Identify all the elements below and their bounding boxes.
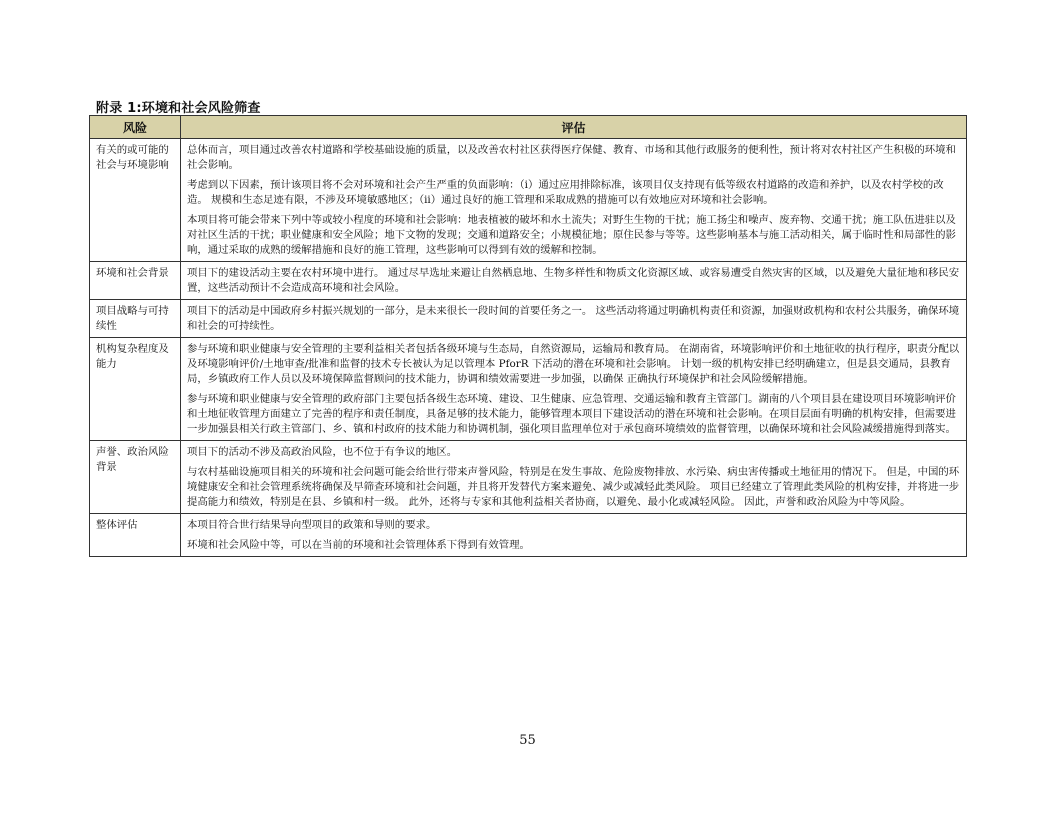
risk-cell: 声誉、政治风险背景 (90, 441, 181, 514)
assessment-paragraph: 参与环境和职业健康与安全管理的主要利益相关者包括各级环境与生态局，自然资源局，运输局和教育局。 在湖南省，环境影响评价和土地征收的执行程序，职责分配以及环境影响评价/土地审查/批准和监督的技术专长被认为足以管理本 PforR 下活动的潜在环境和社会影响。 计划一级的机构安排已经明确建立，但是县交通局，县教育局，乡镇政府工作人员以及环境保障监督顾问的技术能力，协调和绩效需要进一步加强，以确保 正确执行环境保护和社会风险缓解措施。 (187, 343, 960, 385)
table-header-row (90, 116, 967, 139)
assessment-cell (181, 262, 967, 300)
risk-cell: 机构复杂程度及能力 (90, 338, 181, 441)
assessment-paragraph: 考虑到以下因素，预计该项目将不会对环境和社会产生严重的负面影响：（i）通过应用排除标准，该项目仅支持现有低等级农村道路的改造和养护，以及农村学校的改造。 规模和生态足迹有限，不涉及环境敏感地区；（ii）通过良好的施工管理和采取成熟的措施可以有效地应对环境和社会影响。 (187, 179, 944, 206)
assessment-paragraph: 项目下的建设活动主要在农村环境中进行。 通过尽早选址来避让自然栖息地、生物多样性和物质文化资源区域、或容易遭受自然灾害的区域，以及避免大量征地和移民安置，这些活动预计不会造成高环境和社会风险。 (187, 267, 960, 294)
table-row (90, 262, 967, 300)
table-row (90, 139, 967, 262)
page-title: 附录 1:环境和社会风险筛查 (96, 101, 261, 116)
assessment-paragraph: 参与环境和职业健康与安全管理的政府部门主要包括各级生态环境、建设、卫生健康、应急管理、交通运输和教育主管部门。湖南的八个项目县在建设项目环境影响评价和土地征收管理方面建立了完善的程序和责任制度，具备足够的技术能力，能够管理本项目下建设活动的潜在环境和社会影响。在项目层面有明确的机构安排，但需要进一步加强县相关行政主管部门、乡、镇和村政府的技术能力和协调机制，强化项目监理单位对于承包商环境绩效的监督管理，以确保环境和社会风险减缓措施得到落实。 (187, 393, 956, 435)
table-row (90, 338, 967, 441)
assessment-paragraph: 项目下的活动是中国政府乡村振兴规划的一部分，是未来很长一段时间的首要任务之一。 这些活动将通过明确机构责任和资源，加强财政机构和农村公共服务，确保环境和社会的可持续性。 (187, 305, 960, 332)
page-number: 55 (519, 733, 536, 748)
assessment-paragraph: 项目下的活动不涉及高政治风险，也不位于有争议的地区。 (187, 446, 458, 458)
risk-cell: 环境和社会背景 (90, 262, 181, 300)
assessment-paragraph: 本项目符合世行结果导向型项目的政策和导则的要求。 (187, 519, 437, 531)
assessment-paragraph: 环境和社会风险中等，可以在当前的环境和社会管理体系下得到有效管理。 (187, 539, 530, 551)
assessment-cell (181, 338, 967, 441)
table-row (90, 441, 967, 514)
table-row (90, 514, 967, 557)
risk-cell: 项目战略与可持续性 (90, 300, 181, 338)
header-assessment: 评估 (181, 116, 967, 139)
assessment-paragraph: 与农村基础设施项目相关的环境和社会问题可能会给世行带来声誉风险，特别是在发生事故、危险废物排放、水污染、病虫害传播或土地征用的情况下。 但是，中国的环境健康安全和社会管理系统将确保及早筛查环境和社会问题，并且将开发替代方案来避免、减少或减轻此类风险。 项目已经建立了管理此类风险的机构安排，并将进一步提高能力和绩效，特别是在县、乡镇和村一级。 此外，还将与专家和其他利益相关者协商，以避免、最小化或减轻风险。 因此，声誉和政治风险为中等风险。 (187, 466, 960, 508)
assessment-paragraph: 本项目将可能会带来下列中等或较小程度的环境和社会影响：地表植被的破坏和水土流失；对野生生物的干扰；施工扬尘和噪声、废弃物、交通干扰；施工队伍进驻以及对社区生活的干扰；职业健康和安全风险；地下文物的发现；交通和道路安全；小规模征地；原住民参与等等。这些影响基本与施工活动相关，属于临时性和局部性的影响，通过采取的成熟的缓解措施和良好的施工管理，这些影响可以得到有效的缓解和控制。 (187, 214, 956, 256)
header-risk: 风险 (90, 116, 181, 139)
table-row (90, 300, 967, 338)
assessment-cell (181, 300, 967, 338)
risk-cell: 整体评估 (90, 514, 181, 557)
assessment-cell (181, 441, 967, 514)
risk-screening-table (89, 115, 967, 557)
risk-cell: 有关的或可能的社会与环境影响 (90, 139, 181, 262)
assessment-cell (181, 139, 967, 262)
assessment-cell (181, 514, 967, 557)
assessment-paragraph: 总体而言，项目通过改善农村道路和学校基础设施的质量，以及改善农村社区获得医疗保健、教育、市场和其他行政服务的便利性，预计将对农村社区产生积极的环境和社会影响。 (187, 144, 956, 171)
